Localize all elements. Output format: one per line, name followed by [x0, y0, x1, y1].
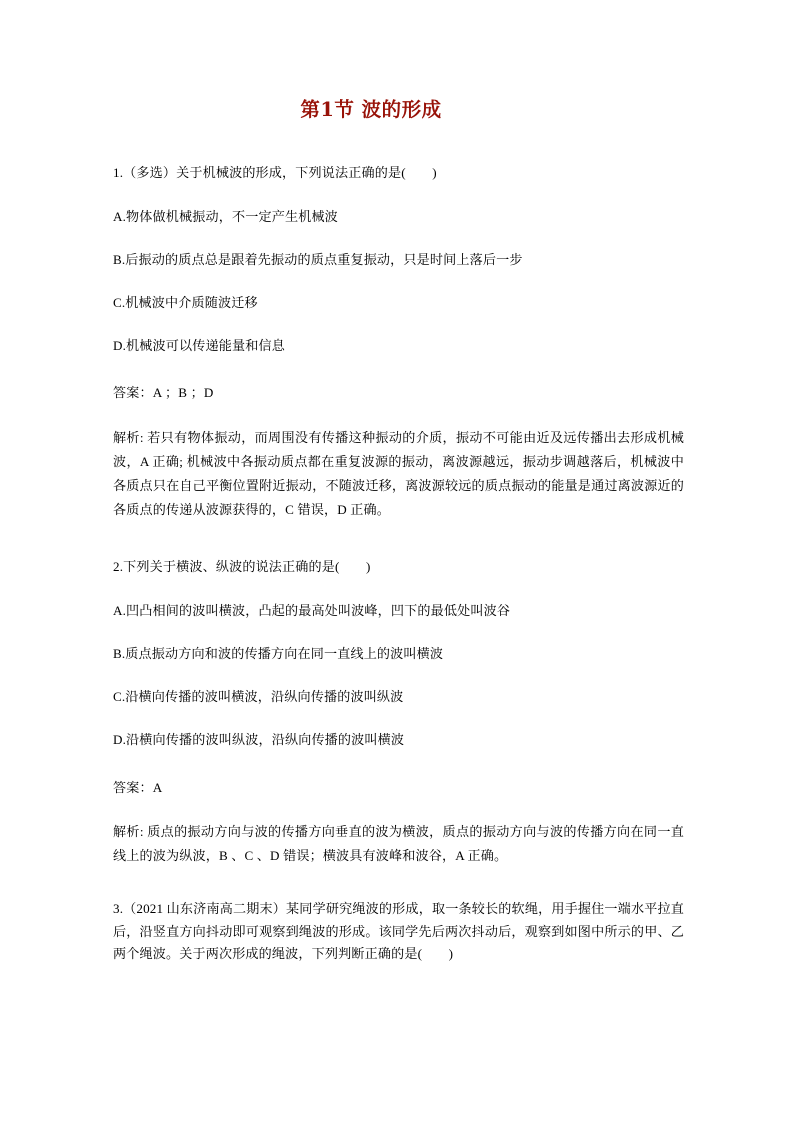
question-1-answer: 答案：A ；B ；D — [113, 385, 214, 401]
question-2-option-c: C.沿横向传播的波叫横波，沿纵向传播的波叫纵波 — [113, 689, 404, 705]
question-2-answer: 答案：A — [113, 779, 163, 795]
question-1-option-d: D.机械波可以传递能量和信息 — [113, 338, 285, 354]
question-1-option-b: B.后振动的质点总是跟着先振动的质点重复振动，只是时间上落后一步 — [113, 251, 523, 267]
question-1-analysis: 解析: 若只有物体振动，而周围没有传播这种振动的介质，振动不可能由近及远传播出去形成机械波，A 正确; 机械波中各振动质点都在重复波源的振动，离波源越远，振动步调越落后，机械波中各质点只在自己平衡位置附近振动，不随波迁移，离波源较远的质点振动的能量是通过离波源近的各质点的传递从波源获得的，C 错误，D 正确。 — [113, 429, 684, 518]
question-1-option-c: C.机械波中介质随波迁移 — [113, 295, 258, 310]
question-2-option-b: B.质点振动方向和波的传播方向在同一直线上的波叫横波 — [113, 645, 444, 661]
question-2-analysis: 解析: 质点的振动方向与波的传播方向垂直的波为横波，质点的振动方向与波的传播方向在同一直线上的波为纵波，B 、C 、D 错误；横波具有波峰和波谷，A 正确。 — [113, 823, 684, 863]
question-2-option-a: A.凹凸相间的波叫横波，凸起的最高处叫波峰，凹下的最低处叫波谷 — [113, 602, 511, 618]
question-1-stem: 1.（多选）关于机械波的形成，下列说法正确的是( ) — [113, 165, 437, 181]
question-2-stem: 2.下列关于横波、纵波的说法正确的是( ) — [113, 559, 371, 575]
question-1-option-a: A.物体做机械振动，不一定产生机械波 — [113, 208, 338, 224]
question-3-stem: 3.（2021 山东济南高二期末）某同学研究绳波的形成，取一条较长的软绳，用手握住一端水平拉直后，沿竖直方向抖动即可观察到绳波的形成。该同学先后两次抖动后，观察到如图中所示的甲、乙两个绳波。关于两次形成的绳波，下列判断正确的是( ) — [113, 901, 684, 962]
page-title: 第1节 波的形成 — [300, 98, 442, 121]
question-2-option-d: D.沿横向传播的波叫纵波，沿纵向传播的波叫横波 — [113, 732, 405, 748]
